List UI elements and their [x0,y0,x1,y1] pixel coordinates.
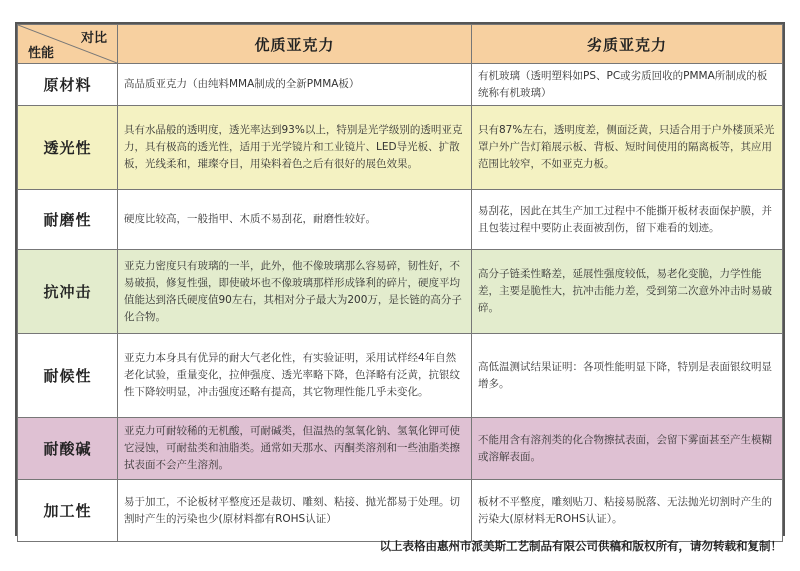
table-row [18,190,783,250]
table-row [18,480,783,542]
good-cell: 亚克力本身具有优异的耐大气老化性，有实验证明，采用试样经4年自然老化试验，重量变化，拉伸强度、透光率略下降，色泽略有泛黄，抗银纹性下降较明显，冲击强度还略有提高，其它物理性能几乎未变化。 [118,334,472,418]
good-cell: 高品质亚克力（由纯料MMA制成的全新PMMA板） [118,64,472,106]
header-row [18,25,783,64]
comparison-table [15,22,785,536]
table-row [18,250,783,334]
table-row [18,106,783,190]
copyright-footer: 以上表格由惠州市派美斯工艺制品有限公司供稿和版权所有，请勿转载和复制！ [379,539,782,553]
table-row [18,64,783,106]
bad-cell: 高低温测试结果证明：各项性能明显下降，特别是表面银纹明显增多。 [472,334,783,418]
row-label: 耐磨性 [18,190,118,250]
row-label: 原材料 [18,64,118,106]
bad-cell: 不能用含有溶剂类的化合物擦拭表面，会留下雾面甚至产生模糊或溶解表面。 [472,418,783,480]
good-column-header: 优质亚克力 [118,25,472,64]
row-label: 耐候性 [18,334,118,418]
table-row [18,418,783,480]
good-cell: 硬度比较高，一般指甲、木质不易刮花，耐磨性较好。 [118,190,472,250]
row-label: 耐酸碱 [18,418,118,480]
good-cell: 亚克力密度只有玻璃的一半，此外，他不像玻璃那么容易碎，韧性好，不易破损，修复性强，即使破坏也不像玻璃那样形成锋利的碎片，硬度平均值能达到洛氏硬度值90左右，其相对分子最大为200万，是长链的高分子化合物。 [118,250,472,334]
good-cell: 具有水晶般的透明度，透光率达到93%以上，特别是光学级别的透明亚克力，具有极高的透光性，适用于光学镜片和工业镜片、LED导光板、扩散板，光线柔和，璀璨夺目，用染料着色之后有很好的展色效果。 [118,106,472,190]
bad-cell: 高分子链柔性略差，延展性强度较低，易老化变脆，力学性能差，主要是脆性大，抗冲击能力差，受到第二次意外冲击时易破碎。 [472,250,783,334]
row-label: 透光性 [18,106,118,190]
bad-cell: 有机玻璃（透明塑料如PS、PC或劣质回收的PMMA所制成的板统称有机玻璃） [472,64,783,106]
bad-cell: 板材不平整度，雕刻贴刀、粘接易脱落、无法抛光切割时产生的污染大(原材料无ROHS认证）。 [472,480,783,542]
row-label: 加工性 [18,480,118,542]
corner-bottom-label: 性能 [28,46,55,61]
row-label: 抗冲击 [18,250,118,334]
corner-cell [18,25,118,64]
good-cell: 亚克力可耐较稀的无机酸，可耐碱类，但温热的氢氧化钠、氢氧化钾可使它浸蚀，可耐盐类和油脂类。通常如天那水、丙酮类溶剂和一些油脂类擦拭表面不会产生溶剂。 [118,418,472,480]
table-row [18,334,783,418]
bad-column-header: 劣质亚克力 [472,25,783,64]
good-cell: 易于加工，不论板材平整度还是裁切、雕刻、粘接、抛光都易于处理。切割时产生的污染也少(原材料都有ROHS认证） [118,480,472,542]
corner-top-label: 对比 [80,31,107,46]
bad-cell: 只有87%左右，透明度差，侧面泛黄，只适合用于户外楼顶采光罩户外广告灯箱展示板、背板、短时间使用的隔离板等，其应用范围比较窄，不如亚克力板。 [472,106,783,190]
bad-cell: 易刮花，因此在其生产加工过程中不能撕开板材表面保护膜，并且包装过程中要防止表面被刮伤，留下难看的划迹。 [472,190,783,250]
